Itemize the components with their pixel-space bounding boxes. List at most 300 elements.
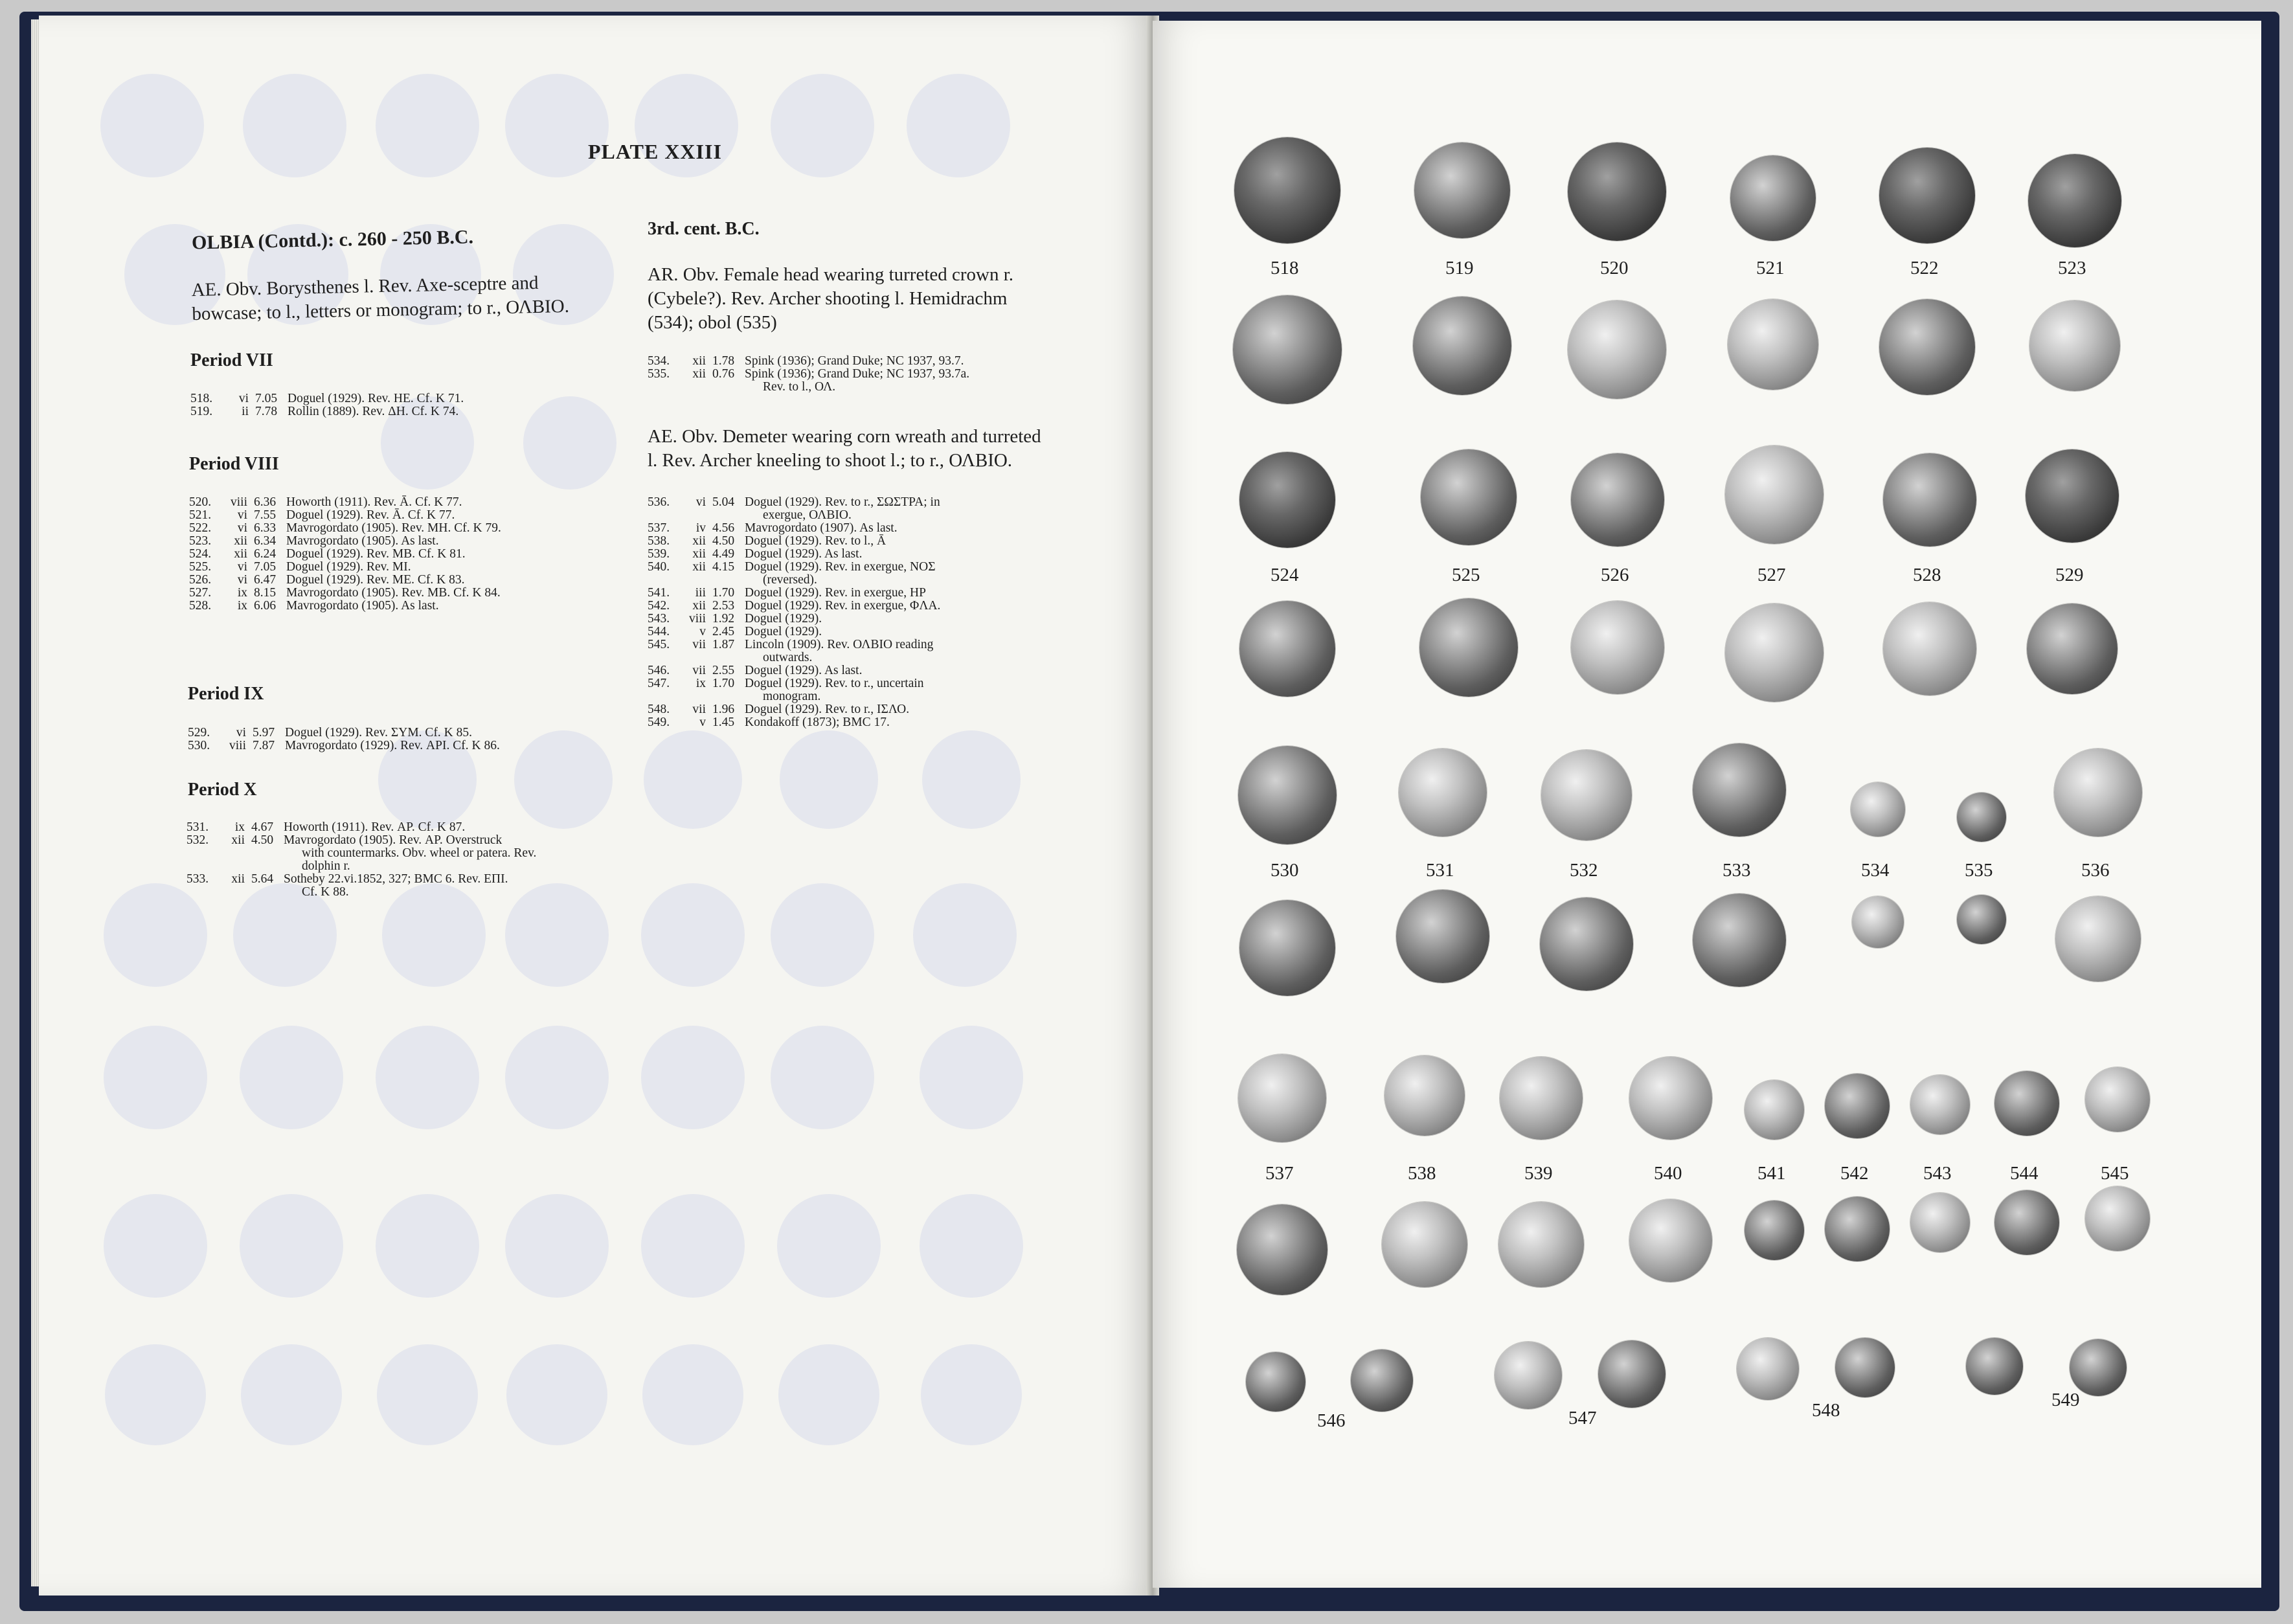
olbia-heading: OLBIA (Contd.): c. 260 - 250 B.C. <box>191 226 474 254</box>
catalogue-entry <box>186 834 536 873</box>
coin-image <box>1879 299 1975 395</box>
entry-die-axis: vi <box>237 508 247 522</box>
entry-number: 520. <box>189 495 212 509</box>
entry-reference: Howorth (1911). Rev. ΑΡ. Cf. K 87. <box>284 820 466 834</box>
coin-image <box>1382 1202 1467 1287</box>
entry-number: 546. <box>648 664 670 677</box>
catalogue-entry <box>648 522 940 535</box>
show-through-circle <box>641 1026 745 1129</box>
period-ix-list <box>188 727 500 752</box>
catalogue-entry <box>189 509 501 522</box>
coin-image <box>1745 1201 1804 1260</box>
coin-image <box>1384 1055 1465 1136</box>
show-through-circle <box>920 1026 1023 1129</box>
show-through-circle <box>642 1344 743 1445</box>
entry-die-axis: iii <box>695 586 706 600</box>
show-through-circle <box>241 1344 342 1445</box>
catalogue-entry <box>648 535 940 548</box>
coin-image <box>2085 1067 2150 1132</box>
show-through-circle <box>644 730 742 829</box>
coin-image <box>1541 750 1632 840</box>
entry-number: 536. <box>648 495 670 509</box>
coin-number-label: 543 <box>1923 1163 1952 1184</box>
coin-image <box>2085 1186 2150 1251</box>
coin-image <box>1994 1190 2059 1255</box>
entry-number: 543. <box>648 612 670 626</box>
show-through-circle <box>233 883 337 987</box>
entry-die-axis: v <box>699 716 706 729</box>
catalogue-entry <box>186 821 536 834</box>
ae-demeter-description <box>648 425 1041 473</box>
period-vii-heading: Period VII <box>190 350 273 370</box>
description-line: AR. Obv. Female head wearing turreted crown r. <box>648 264 1014 285</box>
show-through-circle <box>777 1194 881 1298</box>
coin-number-label: 527 <box>1757 565 1786 585</box>
entry-die-axis: ix <box>237 599 247 613</box>
catalogue-entry <box>188 727 500 739</box>
entry-die-axis: vii <box>692 664 706 677</box>
coin-image <box>1957 793 2006 842</box>
catalogue-entry <box>648 613 940 626</box>
coin-number-label: 535 <box>1965 860 1993 881</box>
show-through-circle <box>104 883 207 987</box>
entry-weight: 6.06 <box>254 599 277 613</box>
entry-reference-continued: Rev. to l., ΟΛ. <box>763 380 836 394</box>
entry-reference: Doguel (1929). As last. <box>745 664 863 677</box>
entry-die-axis: ix <box>237 586 247 600</box>
coin-number-label: 528 <box>1913 565 1941 585</box>
coin-image <box>1351 1349 1413 1412</box>
coin-image <box>1495 1342 1562 1409</box>
entry-die-axis: xii <box>692 547 706 561</box>
entry-number: 545. <box>648 638 670 651</box>
description-line: AE. Obv. Demeter wearing corn wreath and turreted <box>648 426 1041 447</box>
coin-number-label: 549 <box>2051 1390 2080 1410</box>
entry-number: 535. <box>648 367 670 381</box>
entry-number: 531. <box>186 820 209 834</box>
show-through-circle <box>382 883 486 987</box>
entry-number: 529. <box>188 726 210 739</box>
entry-reference: Howorth (1911). Rev. Ā. Cf. K 77. <box>286 495 462 509</box>
period-ix-heading: Period IX <box>188 684 264 704</box>
entry-number: 547. <box>648 677 670 690</box>
right-page-coin-plate <box>1153 21 2261 1588</box>
catalogue-entry <box>648 561 940 587</box>
coin-image <box>1629 1057 1712 1140</box>
catalogue-entry <box>189 535 501 548</box>
catalogue-entry <box>648 703 940 716</box>
coin-image <box>1883 453 1976 547</box>
entry-reference: Mavrogordato (1907). As last. <box>745 521 898 535</box>
entry-reference: Mavrogordato (1905). As last. <box>286 599 439 613</box>
coin-image <box>1540 897 1633 991</box>
entry-die-axis: v <box>699 625 706 638</box>
entry-weight: 4.50 <box>712 534 735 548</box>
entry-reference: Doguel (1929). <box>745 625 822 638</box>
entry-weight: 2.53 <box>712 599 735 613</box>
entry-number: 527. <box>189 586 212 600</box>
entry-weight: 7.55 <box>254 508 277 522</box>
coin-image <box>1246 1352 1305 1412</box>
coin-number-label: 538 <box>1408 1163 1436 1184</box>
coin-image <box>1728 299 1818 390</box>
entry-reference: Doguel (1929). Rev. to r., uncertain <box>745 677 924 690</box>
catalogue-entry <box>189 548 501 561</box>
period-x-list <box>186 821 536 899</box>
coin-image <box>1498 1202 1584 1287</box>
entry-die-axis: viii <box>230 495 247 509</box>
entry-reference: Mavrogordato (1905). Rev. ΜΗ. Cf. K 79. <box>286 521 501 535</box>
coin-image <box>1879 148 1975 243</box>
entry-reference: Doguel (1929). Rev. ΜΒ. Cf. K 81. <box>286 547 466 561</box>
description-line: (Cybele?). Rev. Archer shooting l. Hemidrachm <box>648 288 1008 309</box>
show-through-circle <box>641 1194 745 1298</box>
ae-description <box>191 271 569 326</box>
entry-reference: Mavrogordato (1905). Rev. ΜΒ. Cf. K 84. <box>286 586 501 600</box>
catalogue-entry <box>648 664 940 677</box>
coin-number-label: 539 <box>1524 1163 1553 1184</box>
ae-description-line: bowcase; to l., letters or monogram; to r., ΟΛΒΙΟ. <box>192 295 570 325</box>
coin-image <box>2027 603 2118 694</box>
entry-weight: 5.97 <box>253 726 275 739</box>
entry-weight: 6.36 <box>254 495 277 509</box>
show-through-circle <box>505 1194 609 1298</box>
coin-image <box>1234 137 1340 243</box>
entry-reference: Rollin (1889). Rev. ΔΗ. Cf. K 74. <box>288 405 459 418</box>
coin-number-label: 536 <box>2081 860 2110 881</box>
coin-number-label: 520 <box>1600 258 1629 278</box>
show-through-circle <box>778 1344 879 1445</box>
period-vii-list <box>190 392 464 418</box>
entry-weight: 1.78 <box>712 354 735 368</box>
catalogue-entry <box>189 561 501 574</box>
coin-number-label: 523 <box>2058 258 2086 278</box>
coin-image <box>1883 602 1976 695</box>
entry-number: 521. <box>189 508 212 522</box>
entry-reference: Doguel (1929). Rev. ΜΕ. Cf. K 83. <box>286 573 465 587</box>
coin-number-label: 542 <box>1840 1163 1869 1184</box>
entry-die-axis: vi <box>237 521 247 535</box>
entry-number: 533. <box>186 872 209 886</box>
entry-number: 538. <box>648 534 670 548</box>
catalogue-entry <box>189 587 501 600</box>
coin-number-label: 525 <box>1452 565 1480 585</box>
coin-image <box>2029 300 2120 391</box>
show-through-circle <box>104 1194 207 1298</box>
entry-die-axis: xii <box>231 833 245 847</box>
coin-image <box>1396 890 1489 983</box>
coin-number-label: 522 <box>1910 258 1939 278</box>
entry-die-axis: xii <box>234 534 247 548</box>
coin-number-label: 530 <box>1271 860 1299 881</box>
entry-weight: 1.96 <box>712 703 735 716</box>
entry-reference-continued: with countermarks. Obv. wheel or patera. Rev. <box>302 846 537 860</box>
entry-die-axis: ix <box>234 820 245 834</box>
entry-reference: Sotheby 22.vi.1852, 327; BMC 6. Rev. ΕΠΙ. <box>284 872 508 886</box>
coin-image <box>2026 449 2119 543</box>
entry-weight: 6.34 <box>254 534 277 548</box>
entry-reference: Mavrogordato (1905). Rev. ΑΡ. Overstruck <box>284 833 503 847</box>
catalogue-entry <box>190 392 464 405</box>
show-through-circle <box>104 1026 207 1129</box>
entry-reference: Doguel (1929). Rev. ΜΙ. <box>286 560 411 574</box>
entry-die-axis: xii <box>234 547 247 561</box>
entry-die-axis: xii <box>231 872 245 886</box>
entry-number: 525. <box>189 560 212 574</box>
entry-number: 530. <box>188 739 210 752</box>
catalogue-entry <box>648 626 940 638</box>
entry-number: 524. <box>189 547 212 561</box>
show-through-circle <box>920 1194 1023 1298</box>
catalogue-entry <box>648 587 940 600</box>
show-through-circle <box>771 1026 874 1129</box>
coin-number-label: 546 <box>1317 1410 1346 1431</box>
show-through-circle <box>505 883 609 987</box>
catalogue-entry <box>189 574 501 587</box>
left-page <box>39 16 1153 1596</box>
entry-weight: 5.64 <box>251 872 274 886</box>
entry-die-axis: viii <box>229 739 246 752</box>
entry-die-axis: ii <box>242 405 249 418</box>
coin-image <box>1238 1054 1326 1142</box>
coin-image <box>1745 1080 1804 1140</box>
coin-number-label: 547 <box>1568 1408 1597 1428</box>
entry-reference-continued: exergue, ΟΛΒΙΟ. <box>763 508 852 522</box>
catalogue-entry <box>189 600 501 613</box>
entry-die-axis: vi <box>238 392 249 405</box>
coin-image <box>1994 1071 2059 1136</box>
entry-reference: Doguel (1929). Rev. in exergue, ΦΛΑ. <box>745 599 941 613</box>
entry-weight: 5.04 <box>712 495 735 509</box>
entry-weight: 1.45 <box>712 716 735 729</box>
coin-image <box>1239 601 1335 697</box>
catalogue-entry <box>648 548 940 561</box>
show-through-circle <box>771 74 874 177</box>
entry-die-axis: vi <box>237 560 247 574</box>
coin-image <box>1851 782 1905 837</box>
show-through-circle <box>240 1194 343 1298</box>
entry-reference: Doguel (1929). Rev. to r., ΣΩΣΤΡΑ; in <box>745 495 940 509</box>
show-through-circle <box>913 883 1017 987</box>
entry-reference: Mavrogordato (1905). As last. <box>286 534 439 548</box>
catalogue-entry <box>186 873 536 899</box>
ar-description <box>648 263 1013 335</box>
coin-image <box>1835 1338 1895 1397</box>
entry-weight: 4.49 <box>712 547 735 561</box>
catalogue-entry <box>648 716 940 729</box>
entry-reference: Doguel (1929). <box>745 612 822 626</box>
entry-weight: 1.70 <box>712 586 735 600</box>
coin-image <box>1725 445 1824 544</box>
entry-weight: 8.15 <box>254 586 277 600</box>
coin-number-label: 532 <box>1570 860 1598 881</box>
coin-number-label: 533 <box>1723 860 1751 881</box>
entry-reference-continued: dolphin r. <box>302 859 350 873</box>
coin-image <box>1239 900 1335 996</box>
entry-number: 540. <box>648 560 670 574</box>
entry-die-axis: viii <box>688 612 706 626</box>
entry-reference: Kondakoff (1873); BMC 17. <box>745 716 890 729</box>
catalogue-entry <box>648 368 969 394</box>
entry-reference-continued: (reversed). <box>763 573 817 587</box>
coin-image <box>1233 295 1342 404</box>
entry-die-axis: xii <box>692 599 706 613</box>
entry-weight: 4.15 <box>712 560 735 574</box>
entry-weight: 6.47 <box>254 573 277 587</box>
entry-reference: Lincoln (1909). Rev. ΟΛΒΙΟ reading <box>745 638 934 651</box>
entry-weight: 6.24 <box>254 547 277 561</box>
coin-number-label: 544 <box>2010 1163 2039 1184</box>
coin-image <box>1571 453 1664 547</box>
coin-number-label: 545 <box>2101 1163 2129 1184</box>
show-through-circle <box>514 730 613 829</box>
catalogue-entry <box>188 739 500 752</box>
entry-reference: Doguel (1929). Rev. ΗΕ. Cf. K 71. <box>288 392 464 405</box>
coin-image <box>1500 1057 1583 1140</box>
entry-reference: Spink (1936); Grand Duke; NC 1937, 93.7a. <box>745 367 970 381</box>
coin-number-label: 541 <box>1757 1163 1786 1184</box>
entry-weight: 1.92 <box>712 612 735 626</box>
coin-image <box>1237 1204 1327 1295</box>
entry-weight: 2.45 <box>712 625 735 638</box>
show-through-circle <box>771 883 874 987</box>
coin-image <box>2028 154 2121 247</box>
show-through-circle <box>523 396 616 490</box>
show-through-circle <box>780 730 878 829</box>
entry-die-axis: vi <box>236 726 246 739</box>
third-century-heading: 3rd. cent. B.C. <box>648 219 760 239</box>
coin-image <box>1693 894 1786 987</box>
coin-number-label: 529 <box>2055 565 2084 585</box>
coin-image <box>1693 743 1786 837</box>
entry-weight: 7.78 <box>255 405 278 418</box>
show-through-circle <box>921 1344 1022 1445</box>
coin-image <box>2070 1339 2127 1396</box>
entry-number: 541. <box>648 586 670 600</box>
entry-weight: 7.05 <box>255 392 278 405</box>
entry-die-axis: xii <box>692 354 706 368</box>
coin-number-label: 548 <box>1812 1400 1840 1421</box>
entry-reference: Doguel (1929). As last. <box>745 547 863 561</box>
entry-reference: Doguel (1929). Rev. to l., Ā <box>745 534 887 548</box>
coin-number-label: 524 <box>1271 565 1299 585</box>
catalogue-entry <box>648 677 940 703</box>
entry-number: 542. <box>648 599 670 613</box>
coin-image <box>1957 895 2006 944</box>
catalogue-entry <box>189 496 501 509</box>
show-through-circle <box>922 730 1021 829</box>
show-through-circle <box>505 1026 609 1129</box>
entry-number: 523. <box>189 534 212 548</box>
show-through-circle <box>641 883 745 987</box>
description-line: l. Rev. Archer kneeling to shoot l.; to r., ΟΛΒΙΟ. <box>648 450 1013 471</box>
show-through-circle <box>377 1344 478 1445</box>
entry-die-axis: vii <box>692 638 706 651</box>
coin-number-label: 540 <box>1654 1163 1682 1184</box>
entry-reference-continued: outwards. <box>763 651 813 664</box>
show-through-circle <box>105 1344 206 1445</box>
coin-image <box>1966 1338 2023 1395</box>
entry-die-axis: xii <box>692 560 706 574</box>
coin-number-label: 534 <box>1861 860 1890 881</box>
catalogue-entry <box>648 355 969 368</box>
coin-image <box>1725 603 1824 702</box>
coin-image <box>1399 749 1487 837</box>
show-through-circle <box>100 74 204 177</box>
show-through-circle <box>907 74 1010 177</box>
show-through-circle <box>506 1344 607 1445</box>
coin-image <box>1629 1199 1712 1282</box>
coin-image <box>1413 297 1511 395</box>
entry-number: 522. <box>189 521 212 535</box>
entry-number: 544. <box>648 625 670 638</box>
coin-image <box>1421 449 1517 545</box>
catalogue-entry <box>190 405 464 418</box>
ae-demeter-list <box>648 496 940 729</box>
show-through-circle <box>240 1026 343 1129</box>
coin-image <box>1737 1338 1799 1400</box>
entry-reference-continued: Cf. K 88. <box>302 885 349 899</box>
catalogue-entry <box>648 638 940 664</box>
coin-image <box>1852 896 1904 948</box>
entry-weight: 4.50 <box>251 833 274 847</box>
entry-number: 519. <box>190 405 213 418</box>
show-through-circle <box>376 74 479 177</box>
entry-weight: 1.70 <box>712 677 735 690</box>
coin-number-label: 531 <box>1426 860 1454 881</box>
entry-weight: 6.33 <box>254 521 277 535</box>
coin-image <box>1238 746 1337 844</box>
entry-die-axis: xii <box>692 367 706 381</box>
entry-weight: 7.05 <box>254 560 277 574</box>
entry-reference: Doguel (1929). Rev. to r., ΙΣΛΟ. <box>745 703 910 716</box>
coin-number-label: 537 <box>1265 1163 1294 1184</box>
entry-weight: 4.67 <box>251 820 274 834</box>
entry-die-axis: vii <box>692 703 706 716</box>
ae-description-line: AE. Obv. Borysthenes l. Rev. Axe-sceptre and <box>191 272 539 301</box>
entry-die-axis: xii <box>692 534 706 548</box>
catalogue-entry <box>648 600 940 613</box>
coin-image <box>1730 155 1816 241</box>
entry-weight: 2.55 <box>712 664 735 677</box>
coin-image <box>1419 598 1518 697</box>
entry-number: 526. <box>189 573 212 587</box>
entry-number: 537. <box>648 521 670 535</box>
catalogue-entry <box>648 496 940 522</box>
coin-image <box>2055 896 2141 982</box>
coin-image <box>1239 452 1335 548</box>
coin-number-label: 526 <box>1601 565 1629 585</box>
entry-reference: Doguel (1929). Rev. in exergue, ΝΟΣ <box>745 560 936 574</box>
coin-number-label: 519 <box>1445 258 1474 278</box>
coin-image <box>1825 1197 1890 1261</box>
coin-image <box>1414 142 1510 238</box>
coin-image <box>1910 1075 1970 1134</box>
entry-reference: Doguel (1929). Rev. Ā. Cf. K 77. <box>286 508 455 522</box>
coin-image <box>1910 1193 1970 1252</box>
catalogue-entry <box>189 522 501 535</box>
entry-number: 534. <box>648 354 670 368</box>
description-line: (534); obol (535) <box>648 312 777 333</box>
coin-number-label: 518 <box>1271 258 1299 278</box>
period-viii-list <box>189 496 501 613</box>
entry-reference-continued: monogram. <box>763 690 821 703</box>
entry-die-axis: vi <box>695 495 706 509</box>
coin-image <box>1598 1340 1666 1408</box>
entry-reference: Doguel (1929). Rev. in exergue, ΗΡ <box>745 586 926 600</box>
coin-image <box>1568 142 1666 241</box>
entry-weight: 1.87 <box>712 638 735 651</box>
